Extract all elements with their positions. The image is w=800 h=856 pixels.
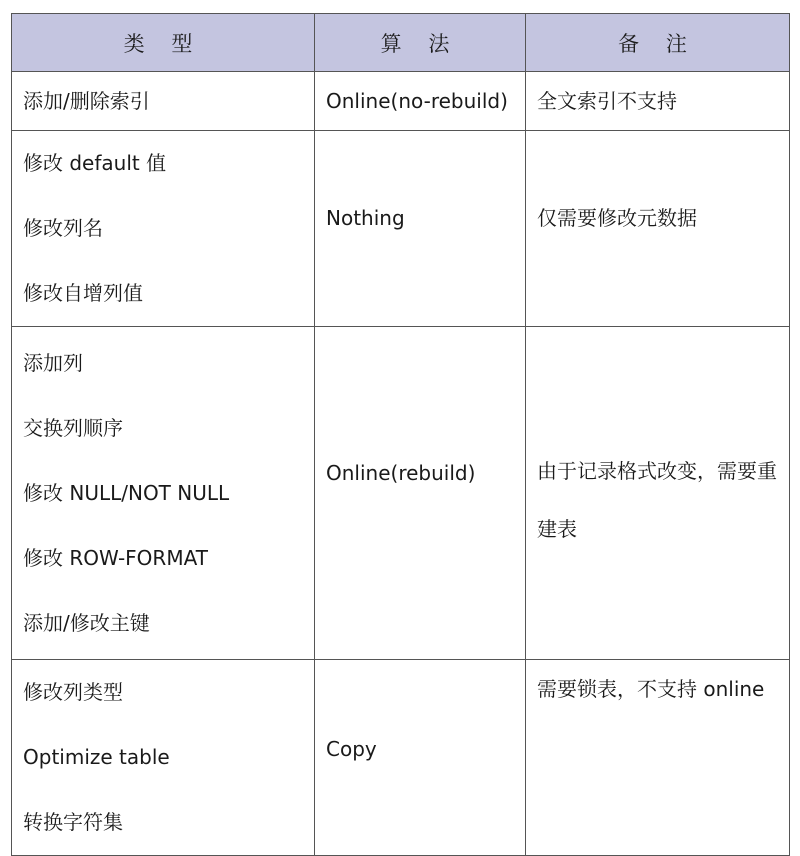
note-cell (526, 72, 790, 131)
table-row (12, 660, 790, 856)
type-item: 修改自增列值 (23, 281, 143, 305)
type-cell (12, 131, 315, 327)
type-cell (12, 660, 315, 856)
table-row (12, 131, 790, 327)
algorithm-cell (315, 131, 526, 327)
note-value: 全文索引不支持 (537, 89, 677, 113)
type-item: 修改列名 (23, 216, 103, 240)
header-note: 备 注 (526, 14, 790, 72)
type-cell (12, 327, 315, 660)
note-cell (526, 660, 790, 856)
table-row (12, 327, 790, 660)
type-item: 交换列顺序 (23, 415, 123, 440)
algorithm-cell (315, 327, 526, 660)
note-value: 由于记录格式改变，需要重建表 (537, 459, 777, 541)
type-item: Optimize table (23, 745, 170, 769)
algorithm-value: Copy (326, 737, 377, 761)
type-item: 转换字符集 (23, 810, 123, 834)
ddl-algorithm-table (11, 13, 790, 856)
header-algorithm: 算 法 (315, 14, 526, 72)
note-value: 仅需要修改元数据 (537, 206, 697, 230)
algorithm-value: Online(no-rebuild) (326, 89, 508, 113)
algorithm-cell (315, 660, 526, 856)
algorithm-cell (315, 72, 526, 131)
type-cell (12, 72, 315, 131)
table-row (12, 72, 790, 131)
algorithm-value: Nothing (326, 206, 405, 230)
algorithm-value: Online(rebuild) (326, 461, 476, 485)
type-item: 添加/修改主键 (23, 610, 150, 635)
note-value: 需要锁表，不支持 online (537, 677, 765, 701)
type-item: 添加/删除索引 (23, 89, 150, 113)
type-item: 添加列 (23, 350, 83, 375)
note-cell (526, 131, 790, 327)
header-row (12, 14, 790, 72)
note-cell (526, 327, 790, 660)
type-item: 修改 NULL/NOT NULL (23, 480, 230, 505)
type-item: 修改列类型 (23, 680, 123, 704)
type-item: 修改 default 值 (23, 151, 167, 175)
header-type: 类 型 (12, 14, 315, 72)
type-item: 修改 ROW-FORMAT (23, 545, 208, 570)
